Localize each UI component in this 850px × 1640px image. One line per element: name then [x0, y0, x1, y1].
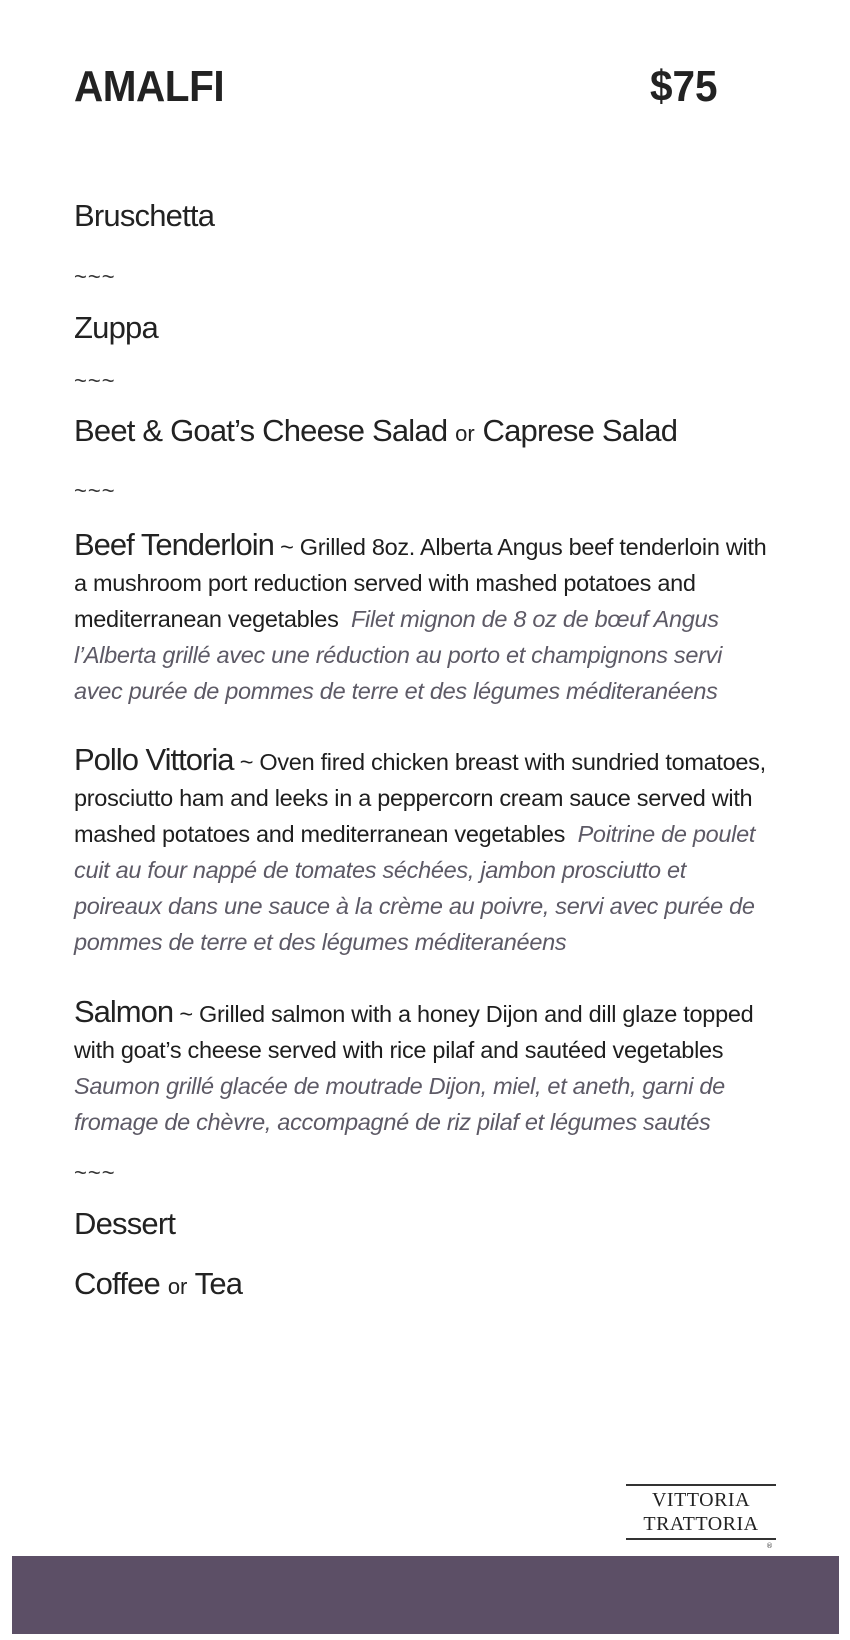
beverage-or: or	[167, 1274, 188, 1299]
logo-top-rule	[626, 1484, 776, 1486]
course-separator: ~~~	[74, 264, 116, 289]
course-separator: ~~~	[74, 478, 116, 503]
main-pollo-vittoria	[74, 742, 774, 960]
main-salmon	[74, 994, 774, 1140]
dish-tilde: ~	[179, 1001, 193, 1027]
logo-line-2: TRATTORIA	[643, 1513, 759, 1535]
dish-name: Beef Tenderloin	[74, 527, 274, 562]
course-salad	[74, 413, 677, 449]
dish-description-fr: Filet mignon de 8 oz de bœuf Angus l’Alberta grillé avec une réduction au porto et champignons servi avec purée de pommes de terre et des légumes méditeranéens	[74, 606, 723, 704]
dish-tilde: ~	[280, 534, 294, 560]
logo-bottom-rule	[626, 1538, 776, 1540]
dish-name: Salmon	[74, 994, 174, 1029]
dish-description-fr: Saumon grillé glacée de moutrade Dijon, miel, et aneth, garni de fromage de chèvre, accompagné de riz pilaf et légumes sautés	[74, 1073, 725, 1135]
course-zuppa: Zuppa	[74, 310, 158, 345]
main-beef-tenderloin	[74, 527, 774, 709]
beverage-tea: Tea	[194, 1266, 243, 1301]
dish-description-en: Grilled salmon with a honey Dijon and dill glaze topped with goat’s cheese served with rice pilaf and sautéed vegetables	[74, 1001, 754, 1063]
restaurant-logo	[626, 1484, 776, 1550]
course-bruschetta: Bruschetta	[74, 198, 215, 233]
beverage-coffee: Coffee	[74, 1266, 160, 1301]
salad-or: or	[455, 421, 475, 446]
logo-line-1: VITTORIA	[651, 1489, 751, 1511]
dish-description-en: Grilled 8oz. Alberta Angus beef tenderloin with a mushroom port reduction served with mashed potatoes and mediterranean vegetables	[74, 534, 767, 632]
course-separator: ~~~	[74, 1160, 116, 1185]
course-beverage	[74, 1266, 242, 1302]
dish-description-fr: Poitrine de poulet cuit au four nappé de tomates séchées, jambon prosciutto et poireaux dans une sauce à la crème au poivre, servi avec purée de pommes de terre et des légumes méditeranéens	[74, 821, 756, 955]
course-separator: ~~~	[74, 368, 116, 393]
registered-mark: ®	[766, 1542, 773, 1550]
dish-tilde: ~	[239, 749, 254, 775]
course-dessert: Dessert	[74, 1206, 176, 1241]
salad-option-beet: Beet & Goat’s Cheese Salad	[74, 413, 448, 448]
menu-price: $75	[650, 62, 718, 111]
menu-title: AMALFI	[74, 62, 225, 111]
dish-description-en: Oven fired chicken breast with sundried tomatoes, prosciutto ham and leeks in a peppercorn cream sauce served with mashed potatoes and mediterranean vegetables	[74, 749, 766, 847]
footer-bar	[12, 1556, 839, 1634]
dish-name: Pollo Vittoria	[74, 742, 234, 777]
salad-option-caprese: Caprese Salad	[482, 413, 678, 448]
